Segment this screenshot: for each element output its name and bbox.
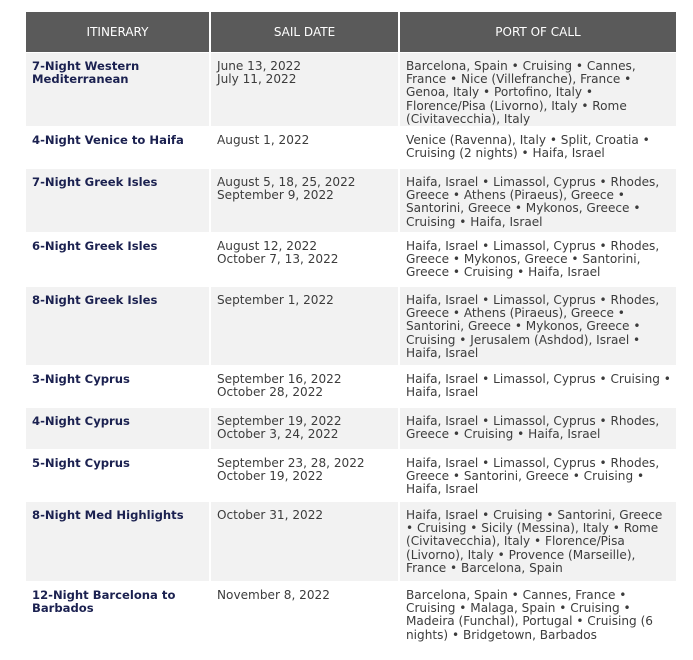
port-line: Haifa, Israel	[406, 482, 479, 497]
port-line: Santorini, Greece • Mykonos, Greece •	[406, 319, 641, 334]
port-of-call-cell	[399, 408, 676, 450]
port-line: Haifa, Israel • Cruising • Santorini, Greece	[406, 508, 663, 523]
sail-date: October 19, 2022	[217, 469, 324, 484]
port-line: Greece • Athens (Piraeus), Greece •	[406, 188, 625, 203]
port-of-call-cell	[399, 287, 676, 366]
port-of-call-cell	[399, 127, 676, 169]
port-line: Haifa, Israel • Limassol, Cyprus • Rhodes,	[406, 414, 660, 429]
itinerary-name-line: 7-Night Western	[32, 59, 140, 73]
table-header	[26, 12, 676, 53]
sail-date-cell	[210, 450, 399, 502]
itinerary-table	[26, 12, 676, 644]
port-line: Florence/Pisa (Livorno), Italy • Rome	[406, 98, 627, 113]
sail-date: September 19, 2022	[217, 414, 342, 429]
port-line: Greece • Cruising • Haifa, Israel	[406, 427, 601, 442]
table-row	[26, 502, 676, 582]
port-of-call-cell	[399, 502, 676, 582]
sail-date: August 12, 2022	[217, 239, 318, 254]
port-of-call-cell	[399, 53, 676, 127]
itinerary-column-header: ITINERARY	[26, 12, 210, 53]
port-line: Greece • Santorini, Greece • Cruising •	[406, 469, 645, 484]
table-row	[26, 169, 676, 233]
port-line: Haifa, Israel • Limassol, Cyprus • Rhodes,	[406, 239, 660, 254]
sail-date: November 8, 2022	[217, 588, 330, 603]
sail-date: September 1, 2022	[217, 293, 334, 308]
sail-date: July 11, 2022	[217, 72, 297, 87]
port-line: Haifa, Israel	[406, 345, 479, 360]
sail-date: September 23, 28, 2022	[217, 456, 365, 471]
table-row	[26, 233, 676, 287]
port-line: Genoa, Italy • Portofino, Italy •	[406, 85, 593, 100]
sail-date-cell	[210, 53, 399, 127]
itinerary-name-line: Mediterranean	[32, 72, 129, 87]
port-line: (Civitavecchia), Italy • Florence/Pisa	[406, 534, 625, 549]
port-of-call-cell	[399, 582, 676, 644]
itinerary-name: 6-Night Greek Isles	[26, 233, 210, 287]
itinerary-name-line: Barbados	[32, 601, 94, 616]
port-line: Cruising (2 nights) • Haifa, Israel	[406, 146, 605, 161]
port-line: Greece • Mykonos, Greece • Santorini,	[406, 252, 641, 267]
itinerary-name: 3-Night Cyprus	[26, 366, 210, 408]
itinerary-name	[26, 53, 210, 127]
table-row	[26, 582, 676, 644]
port-line: • Cruising • Sicily (Messina), Italy • Rome	[406, 521, 659, 536]
sail-date-cell	[210, 502, 399, 582]
port-line: Haifa, Israel • Limassol, Cyprus • Rhodes,	[406, 293, 660, 308]
sail-date: October 7, 13, 2022	[217, 252, 339, 267]
port-line: Haifa, Israel • Limassol, Cyprus • Rhodes,	[406, 175, 660, 190]
port-line: Cruising • Malaga, Spain • Cruising •	[406, 601, 631, 616]
port-line: Barcelona, Spain • Cruising • Cannes,	[406, 59, 636, 73]
itinerary-name	[26, 582, 210, 644]
itinerary-name: 5-Night Cyprus	[26, 450, 210, 502]
sail-date: October 31, 2022	[217, 508, 324, 523]
sail-date: June 13, 2022	[217, 59, 302, 73]
port-of-call-cell	[399, 233, 676, 287]
sail-date-cell	[210, 233, 399, 287]
sail-date: October 3, 24, 2022	[217, 427, 339, 442]
sail-date-cell	[210, 582, 399, 644]
port-line: Madeira (Funchal), Portugal • Cruising (6	[406, 614, 653, 629]
port-line: (Civitavecchia), Italy	[406, 111, 531, 126]
table-row	[26, 287, 676, 366]
port-line: Venice (Ravenna), Italy • Split, Croatia •	[406, 133, 650, 148]
sail-date-cell	[210, 127, 399, 169]
port-line: France • Barcelona, Spain	[406, 560, 563, 575]
sail-date-cell	[210, 408, 399, 450]
port-line: Greece • Cruising • Haifa, Israel	[406, 265, 601, 280]
sail-date: September 16, 2022	[217, 372, 342, 387]
itinerary-name: 7-Night Greek Isles	[26, 169, 210, 233]
port-of-call-cell	[399, 450, 676, 502]
itinerary-name-line: 12-Night Barcelona to	[32, 588, 176, 603]
port-of-call-cell	[399, 169, 676, 233]
port-line: Greece • Athens (Piraeus), Greece •	[406, 306, 625, 321]
sail-date-cell	[210, 287, 399, 366]
sail-date: August 1, 2022	[217, 133, 310, 148]
port-line: Barcelona, Spain • Cannes, France •	[406, 588, 627, 603]
port-line: France • Nice (Villefranche), France •	[406, 72, 632, 87]
sail-date-column-header: SAIL DATE	[210, 12, 399, 53]
sail-date: October 28, 2022	[217, 385, 324, 400]
table-row	[26, 408, 676, 450]
port-of-call-cell	[399, 366, 676, 408]
itinerary-name: 4-Night Venice to Haifa	[26, 127, 210, 169]
sail-date: August 5, 18, 25, 2022	[217, 175, 356, 190]
port-line: (Livorno), Italy • Provence (Marseille),	[406, 547, 636, 562]
itinerary-name: 8-Night Med Highlights	[26, 502, 210, 582]
table-row	[26, 450, 676, 502]
table-body	[26, 53, 676, 644]
itinerary-name: 8-Night Greek Isles	[26, 287, 210, 366]
port-of-call-column-header: PORT OF CALL	[399, 12, 676, 53]
table-row	[26, 127, 676, 169]
table-row	[26, 366, 676, 408]
sail-date-cell	[210, 169, 399, 233]
port-line: Haifa, Israel	[406, 385, 479, 400]
table-row	[26, 53, 676, 127]
port-line: Haifa, Israel • Limassol, Cyprus • Cruising •	[406, 372, 671, 387]
port-line: Cruising • Haifa, Israel	[406, 214, 543, 229]
sail-date-cell	[210, 366, 399, 408]
port-line: nights) • Bridgetown, Barbados	[406, 627, 597, 642]
port-line: Cruising • Jerusalem (Ashdod), Israel •	[406, 332, 641, 347]
sail-date: September 9, 2022	[217, 188, 334, 203]
port-line: Santorini, Greece • Mykonos, Greece •	[406, 201, 641, 216]
itinerary-name: 4-Night Cyprus	[26, 408, 210, 450]
port-line: Haifa, Israel • Limassol, Cyprus • Rhodes,	[406, 456, 660, 471]
header-row	[26, 12, 676, 53]
